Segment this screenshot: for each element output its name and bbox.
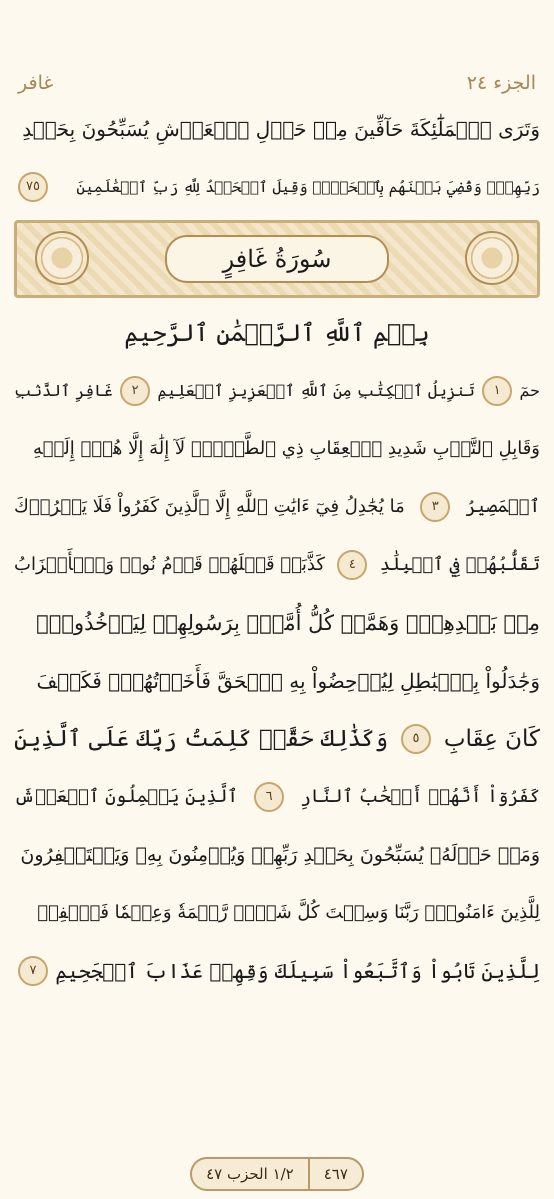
- ayah-number-marker[interactable]: ٧٥: [18, 172, 48, 202]
- ayah-number-marker[interactable]: ٥: [401, 724, 431, 754]
- verse-text: مَا يُجَٰدِلُ فِيٓ ءَايَٰتِ ٱللَّهِ إِلَّا ٱلَّذِينَ كَفَرُواْ فَلَا يَغۡرُرۡكَ: [14, 496, 405, 517]
- quran-line: [14, 420, 540, 478]
- quran-line: [14, 594, 540, 652]
- verse-text: حمٓ: [519, 381, 540, 400]
- verse-text: رَبِّهِمۡۖ وَقُضِيَ بَيۡنَهُم بِٱلۡحَقِّۚ وَقِيلَ ٱلۡحَمۡدُ لِلَّهِ رَبِّ ٱلۡعَٰلَمِينَ: [76, 178, 540, 196]
- quran-line: [14, 478, 540, 536]
- mushaf-page: [14, 100, 540, 1147]
- verse-text: كَذَّبَتۡ قَبۡلَهُمۡ قَوۡمُ نُوحٖ وَٱلۡأَحۡزَابُ: [14, 554, 325, 575]
- verse-text: كَفَرُوٓاْ أَنَّهُمۡ أَصۡحَٰبُ ٱلنَّارِ: [300, 786, 540, 807]
- verse-text: لِلَّذِينَ ءَامَنُواْۖ رَبَّنَا وَسِعۡتَ كُلَّ شَيۡءٖ رَّحۡمَةٗ وَعِلۡمٗا فَٱغۡفِرۡ: [37, 902, 540, 923]
- quran-line: [14, 362, 540, 420]
- verse-text: غَافِرِ ٱلذَّنۢبِ: [14, 381, 113, 400]
- ayah-number-marker[interactable]: ٣: [420, 492, 450, 522]
- ayah-number-marker[interactable]: ١: [482, 376, 512, 406]
- juz-label: الجزء ٢٤: [466, 72, 536, 94]
- verse-text: وَمَنۡ حَوۡلَهُۥ يُسَبِّحُونَ بِحَمۡدِ رَبِّهِمۡ وَيُؤۡمِنُونَ بِهِۦ وَيَسۡتَغۡفِرُونَ: [20, 844, 540, 866]
- verse-text: وَتَرَى ٱلۡمَلَٰٓئِكَةَ حَآفِّينَ مِنۡ حَوۡلِ ٱلۡعَرۡشِ يُسَبِّحُونَ بِحَمۡدِ: [22, 117, 540, 141]
- verse-text: لِلَّذِينَ تَابُواْ وَٱتَّبَعُواْ سَبِيلَكَ وَقِهِمۡ عَذَابَ ٱلۡجَحِيمِ: [55, 959, 540, 983]
- ornament-rosette-icon: [465, 231, 519, 285]
- verse-text: ٱلۡمَصِيرُ: [465, 496, 540, 517]
- quran-line: [14, 158, 540, 216]
- quran-line: [14, 884, 540, 942]
- verse-text: وَجَٰدَلُواْ بِٱلۡبَٰطِلِ لِيُدۡحِضُواْ بِهِ ٱلۡحَقَّ فَأَخَذۡتُهُمۡۖ فَكَيۡفَ: [36, 669, 540, 693]
- surah-name: غافر: [18, 72, 54, 94]
- surah-title-banner: [14, 220, 540, 298]
- verse-text: وَقَابِلِ ٱلتَّوۡبِ شَدِيدِ ٱلۡعِقَابِ ذِي ٱلطَّوۡلِۖ لَآ إِلَٰهَ إِلَّا هُوَۖ إِلَيۡهِ: [33, 438, 540, 459]
- verse-text: مِنۢ بَعۡدِهِمۡۖ وَهَمَّتۡ كُلُّ أُمَّةِۭ بِرَسُولِهِمۡ لِيَأۡخُذُوهُۖ: [36, 611, 540, 635]
- ayah-number-marker[interactable]: ٦: [254, 782, 284, 812]
- verse-text: وَكَذَٰلِكَ حَقَّتۡ كَلِمَتُ رَبِّكَ عَلَى ٱلَّذِينَ: [14, 726, 389, 752]
- hizb-label: ١/٢ الحزب ٤٧: [206, 1165, 294, 1183]
- verse-text: تَقَلُّبُهُمۡ فِي ٱلۡبِلَٰدِ: [379, 554, 540, 575]
- quran-line: [14, 942, 540, 1000]
- verse-text: تَنزِيلُ ٱلۡكِتَٰبِ مِنَ ٱللَّهِ ٱلۡعَزِيزِ ٱلۡعَلِيمِ: [157, 381, 475, 400]
- quran-line: [14, 826, 540, 884]
- quran-line: [14, 710, 540, 768]
- quran-line: [14, 100, 540, 158]
- page-footer: [0, 1157, 554, 1191]
- quran-line: [14, 536, 540, 594]
- ayah-number-marker[interactable]: ٧: [18, 956, 48, 986]
- page-info-pill: [190, 1157, 364, 1191]
- quran-line: [14, 768, 540, 826]
- quran-line: [14, 652, 540, 710]
- verse-text: ٱلَّذِينَ يَحۡمِلُونَ ٱلۡعَرۡشَ: [14, 786, 238, 807]
- verse-lines: [14, 362, 540, 1000]
- page-header: [18, 68, 536, 98]
- ayah-number-marker[interactable]: ٤: [337, 550, 367, 580]
- basmala: بِسۡمِ ٱللَّهِ ٱلرَّحۡمَٰنِ ٱلرَّحِيمِ: [124, 319, 430, 347]
- ayah-number-marker[interactable]: ٢: [120, 376, 150, 406]
- ornament-rosette-icon: [35, 231, 89, 285]
- surah-title: سُورَةُ غَافِرٍ: [165, 235, 389, 283]
- verse-text: كَانَ عِقَابِ: [443, 726, 540, 752]
- page-number: ٤٦٧: [323, 1165, 348, 1183]
